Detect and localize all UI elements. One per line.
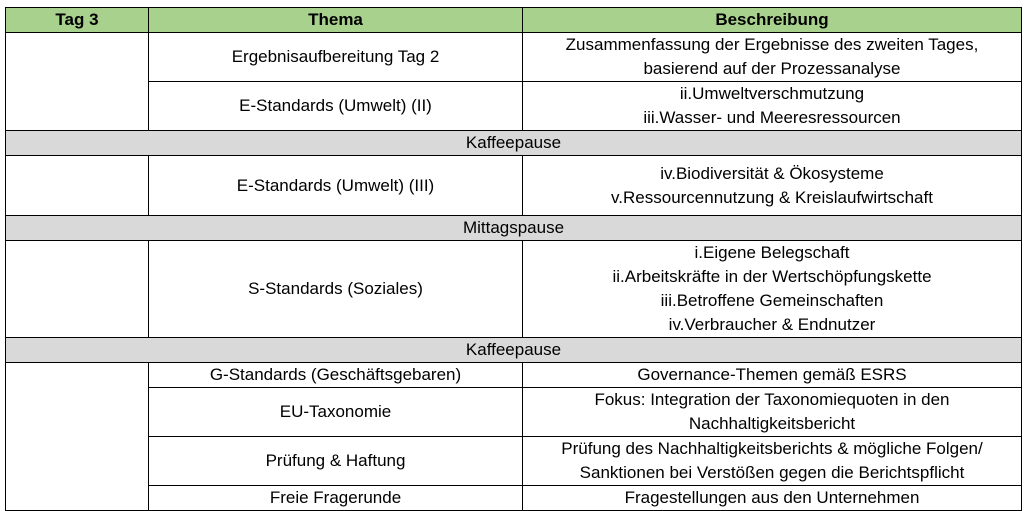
pause-row [6, 216, 1022, 241]
tag-cell [6, 33, 149, 131]
beschreibung-line: i.Eigene Belegschaft [694, 243, 850, 262]
table-row [6, 33, 1022, 82]
table-row [6, 388, 1022, 437]
table-row [6, 156, 1022, 216]
table-row [6, 437, 1022, 486]
pause-label: Kaffeepause [6, 338, 1022, 363]
pause-label: Mittagspause [6, 216, 1022, 241]
tag-cell [6, 363, 149, 511]
beschreibung-line: Prüfung des Nachhaltigkeitsberichts & mögliche Folgen/ [561, 439, 983, 458]
thema-cell: S-Standards (Soziales) [149, 241, 523, 338]
table-row [6, 82, 1022, 131]
beschreibung-line: basierend auf der Prozessanalyse [643, 59, 901, 78]
pause-row [6, 131, 1022, 156]
thema-cell: E-Standards (Umwelt) (III) [149, 156, 523, 216]
beschreibung-line: iii.Wasser- und Meeresressourcen [643, 108, 901, 127]
beschreibung-line: iv.Biodiversität & Ökosysteme [660, 163, 884, 183]
beschreibung-line: ii.Arbeitskräfte in der Wertschöpfungskette [612, 267, 932, 286]
beschreibung-line: Governance-Themen gemäß ESRS [637, 365, 907, 384]
header-row [6, 8, 1022, 33]
tag-cell [6, 156, 149, 216]
beschreibung-line: iii.Betroffene Gemeinschaften [660, 291, 884, 310]
beschreibung-cell [523, 363, 1022, 388]
beschreibung-cell [523, 33, 1022, 82]
table-row [6, 363, 1022, 388]
pause-row [6, 338, 1022, 363]
beschreibung-cell [523, 437, 1022, 486]
beschreibung-line: Fragestellungen aus den Unternehmen [624, 488, 920, 507]
thema-cell: EU-Taxonomie [149, 388, 523, 437]
beschreibung-line: Zusammenfassung der Ergebnisse des zweiten Tages, [565, 35, 979, 54]
agenda-body [6, 33, 1022, 511]
thema-cell: Prüfung & Haftung [149, 437, 523, 486]
thema-cell: G-Standards (Geschäftsgebaren) [149, 363, 523, 388]
beschreibung-cell [523, 82, 1022, 131]
beschreibung-line: Fokus: Integration der Taxonomiequoten in den [594, 390, 950, 409]
beschreibung-cell [523, 486, 1022, 511]
table-row [6, 241, 1022, 338]
thema-cell: Freie Fragerunde [149, 486, 523, 511]
beschreibung-line: Sanktionen bei Verstößen gegen die Berichtspflicht [579, 463, 965, 482]
beschreibung-cell [523, 388, 1022, 437]
agenda-table [5, 7, 1022, 511]
thema-cell: Ergebnisaufbereitung Tag 2 [149, 33, 523, 82]
beschreibung-line: iv.Verbraucher & Endnutzer [668, 315, 876, 334]
beschreibung-cell [523, 156, 1022, 216]
tag-cell [6, 241, 149, 338]
beschreibung-line: v.Ressourcennutzung & Kreislaufwirtschaft [611, 187, 933, 207]
pause-label: Kaffeepause [6, 131, 1022, 156]
beschreibung-line: ii.Umweltverschmutzung [679, 84, 865, 103]
beschreibung-line: Nachhaltigkeitsbericht [688, 414, 856, 433]
header-beschreibung: Beschreibung [523, 8, 1022, 33]
header-thema: Thema [149, 8, 523, 33]
thema-cell: E-Standards (Umwelt) (II) [149, 82, 523, 131]
table-row [6, 486, 1022, 511]
beschreibung-cell [523, 241, 1022, 338]
header-tag: Tag 3 [6, 8, 149, 33]
